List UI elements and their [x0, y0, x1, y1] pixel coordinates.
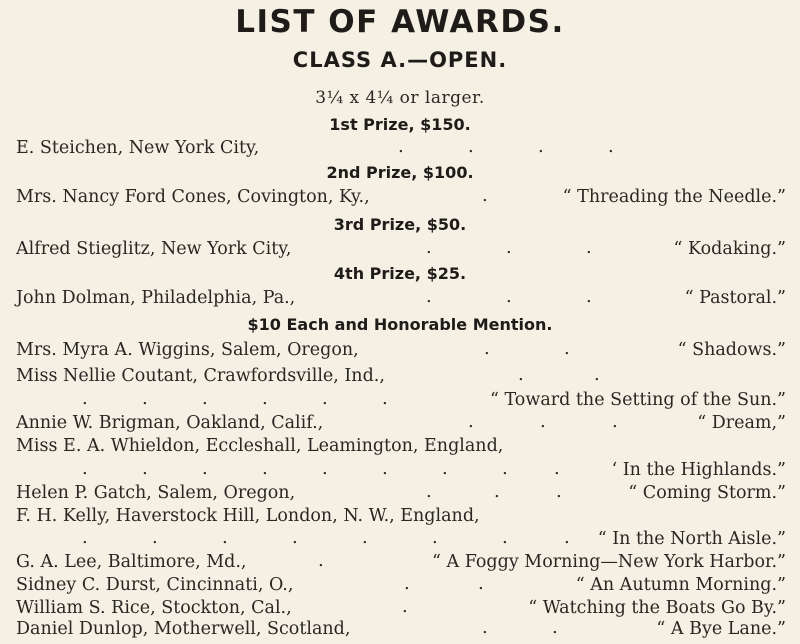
winner-name: Alfred Stieglitz, New York City,: [16, 239, 292, 259]
entrant-name: William S. Rice, Stockton, Cal.,: [16, 598, 292, 618]
honorable-row: [16, 619, 786, 643]
winner-row-first: [16, 138, 786, 162]
honorable-row: [16, 483, 786, 507]
honorable-row: [16, 340, 786, 364]
leader-dots: . . .: [468, 411, 618, 432]
honorable-row: [16, 552, 786, 576]
photo-title: “ Coming Storm.”: [628, 483, 786, 503]
prize-heading-third: 3rd Prize, $50.: [333, 215, 467, 234]
leader-dots: . .: [404, 573, 484, 594]
honorable-row: [16, 506, 786, 530]
entrant-name: Annie W. Brigman, Oakland, Calif.,: [16, 413, 324, 433]
honorable-row-continued: [16, 460, 786, 484]
leader-dots: .: [402, 596, 408, 617]
honorable-row: [16, 575, 786, 599]
prize-heading-first: 1st Prize, $150.: [329, 115, 471, 134]
entrant-name: Mrs. Myra A. Wiggins, Salem, Oregon,: [16, 340, 359, 360]
photo-title: ‘ In the Highlands.”: [611, 460, 786, 480]
entrant-name: Helen P. Gatch, Salem, Oregon,: [16, 483, 296, 503]
entrant-name: F. H. Kelly, Haverstock Hill, London, N. W., England,: [16, 506, 480, 526]
photo-title: “ Threading the Needle.”: [562, 187, 786, 207]
leader-dots: . .: [484, 338, 570, 359]
entrant-name: Miss E. A. Whieldon, Eccleshall, Leamington, England,: [16, 436, 504, 456]
prize-heading-fourth: 4th Prize, $25.: [333, 264, 467, 283]
photo-title: “ Toward the Setting of the Sun.”: [489, 390, 786, 410]
leader-dots: . . .: [426, 286, 592, 307]
leader-dots: . .: [482, 617, 558, 638]
leader-dots: . . . . . .: [82, 388, 388, 409]
photo-title: “ Kodaking.”: [673, 239, 786, 259]
leader-dots: . .: [518, 364, 600, 385]
photo-title: “ Watching the Boats Go By.”: [528, 598, 786, 618]
leader-dots: . . . . . . . . .: [82, 458, 560, 479]
photo-title: “ Dream,”: [697, 413, 786, 433]
winner-name: E. Steichen, New York City,: [16, 138, 260, 158]
honorable-row-continued: [16, 390, 786, 414]
photo-title: “ In the North Aisle.”: [597, 529, 786, 549]
page-title: LIST OF AWARDS.: [235, 4, 565, 40]
photo-title: “ An Autumn Morning.”: [575, 575, 786, 595]
honorable-row: [16, 366, 786, 390]
honorable-row: [16, 436, 786, 460]
winner-name: Mrs. Nancy Ford Cones, Covington, Ky.,: [16, 187, 370, 207]
prize-heading-second: 2nd Prize, $100.: [326, 163, 474, 182]
winner-row-fourth: [16, 288, 786, 312]
photo-title: “ A Foggy Morning—New York Harbor.”: [431, 552, 786, 572]
leader-dots: .: [318, 550, 324, 571]
prize-heading-honorable: $10 Each and Honorable Mention.: [247, 315, 553, 334]
photo-title: “ Shadows.”: [677, 340, 786, 360]
entrant-name: Sidney C. Durst, Cincinnati, O.,: [16, 575, 294, 595]
class-heading: CLASS A.—OPEN.: [292, 48, 508, 72]
entrant-name: G. A. Lee, Baltimore, Md.,: [16, 552, 247, 572]
leader-dots: . . . .: [398, 136, 614, 157]
leader-dots: . . . . . . . .: [82, 527, 570, 548]
size-requirement: 3¼ x 4¼ or larger.: [315, 88, 485, 108]
entrant-name: Daniel Dunlop, Motherwell, Scotland,: [16, 619, 351, 639]
honorable-row: [16, 413, 786, 437]
entrant-name: Miss Nellie Coutant, Crawfordsville, Ind.,: [16, 366, 385, 386]
winner-name: John Dolman, Philadelphia, Pa.,: [16, 288, 296, 308]
photo-title: “ A Bye Lane.”: [656, 619, 786, 639]
leader-dots: . . .: [426, 481, 562, 502]
winner-row-third: [16, 239, 786, 263]
leader-dots: . . .: [426, 237, 592, 258]
leader-dots: .: [482, 185, 488, 206]
photo-title: “ Pastoral.”: [684, 288, 786, 308]
winner-row-second: [16, 187, 786, 211]
honorable-row-continued: [16, 529, 786, 553]
